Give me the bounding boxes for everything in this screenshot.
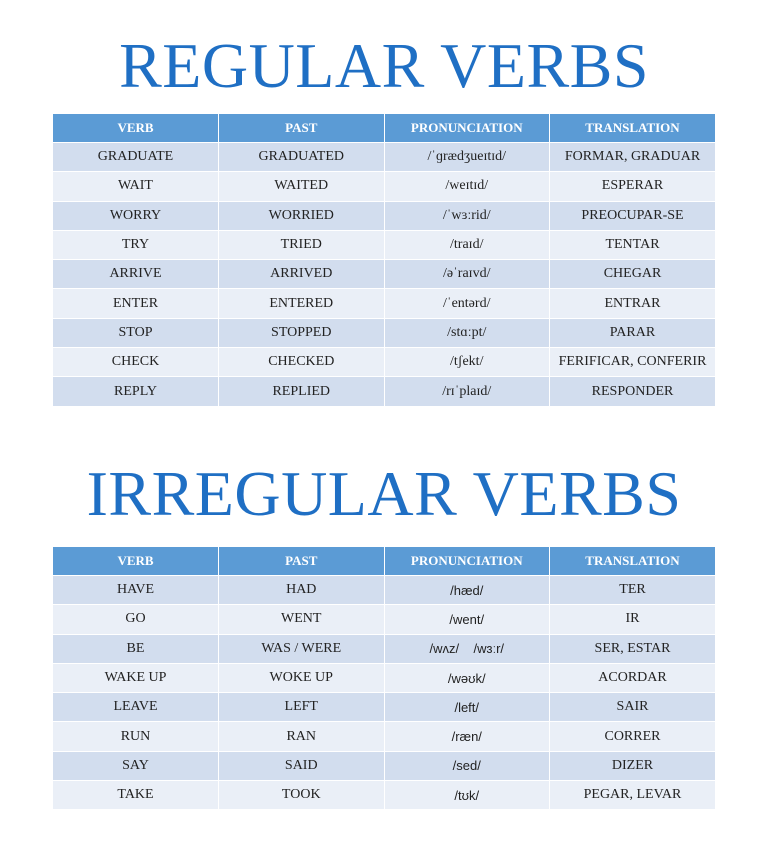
pronunciation-cell: /traɪd/ (384, 230, 550, 259)
verb-cell: ENTER (53, 289, 219, 318)
table-row (53, 377, 715, 406)
table-row (53, 289, 715, 318)
pronunciation-cell: /left/ (384, 693, 550, 722)
translation-cell: ENTRAR (550, 289, 716, 318)
past-cell: WENT (219, 605, 385, 634)
translation-cell: SAIR (550, 693, 716, 722)
pronunciation-cell: /rɪˈplaɪd/ (384, 377, 550, 406)
verb-cell: TAKE (53, 781, 219, 810)
pronunciation-cell: /ræn/ (384, 722, 550, 751)
table-row (53, 722, 715, 751)
translation-cell: PARAR (550, 318, 716, 347)
translation-cell: ESPERAR (550, 172, 716, 201)
table-row (53, 576, 715, 605)
verb-cell: WORRY (53, 201, 219, 230)
pronunciation-cell: /ˈentərd/ (384, 289, 550, 318)
past-cell: GRADUATED (219, 143, 385, 172)
table-row (53, 318, 715, 347)
past-cell: TRIED (219, 230, 385, 259)
past-cell: ARRIVED (219, 260, 385, 289)
pronunciation-cell: /hæd/ (384, 576, 550, 605)
pronunciation-cell: /ˈɡrædʒueɪtɪd/ (384, 143, 550, 172)
past-cell: SAID (219, 751, 385, 780)
past-cell: WORRIED (219, 201, 385, 230)
translation-cell: PREOCUPAR-SE (550, 201, 716, 230)
past-cell: CHECKED (219, 348, 385, 377)
past-cell: ENTERED (219, 289, 385, 318)
table-row (53, 143, 715, 172)
pronunciation-cell: /weɪtɪd/ (384, 172, 550, 201)
pronunciation-cell: /went/ (384, 605, 550, 634)
translation-cell: SER, ESTAR (550, 634, 716, 663)
pronunciation-cell: /stɑːpt/ (384, 318, 550, 347)
verb-cell: CHECK (53, 348, 219, 377)
verb-cell: WAIT (53, 172, 219, 201)
past-cell: REPLIED (219, 377, 385, 406)
header-pronunciation: PRONUNCIATION (384, 114, 550, 143)
past-cell: TOOK (219, 781, 385, 810)
table-header-row (53, 114, 715, 143)
translation-cell: RESPONDER (550, 377, 716, 406)
past-cell: WOKE UP (219, 663, 385, 692)
verb-cell: HAVE (53, 576, 219, 605)
verb-cell: WAKE UP (53, 663, 219, 692)
translation-cell: ACORDAR (550, 663, 716, 692)
pronunciation-cell: /ˈwɜːrid/ (384, 201, 550, 230)
pronunciation-cell: /tʊk/ (384, 781, 550, 810)
header-past: PAST (219, 114, 385, 143)
pronunciation-cell: /wəʊk/ (384, 663, 550, 692)
past-cell: RAN (219, 722, 385, 751)
translation-cell: CORRER (550, 722, 716, 751)
table-row (53, 348, 715, 377)
past-cell: STOPPED (219, 318, 385, 347)
past-cell: WAS / WERE (219, 634, 385, 663)
past-cell: LEFT (219, 693, 385, 722)
irregular-verbs-title: IRREGULAR VERBS (86, 458, 682, 529)
header-pronunciation: PRONUNCIATION (384, 547, 550, 576)
verb-cell: ARRIVE (53, 260, 219, 289)
translation-cell: TENTAR (550, 230, 716, 259)
header-translation: TRANSLATION (550, 114, 716, 143)
verb-cell: GO (53, 605, 219, 634)
table-row (53, 230, 715, 259)
table-row (53, 605, 715, 634)
pronunciation-cell: /tʃekt/ (384, 348, 550, 377)
regular-verbs-title: REGULAR VERBS (119, 30, 649, 101)
translation-cell: FERIFICAR, CONFERIR (550, 348, 716, 377)
table-row (53, 634, 715, 663)
header-translation: TRANSLATION (550, 547, 716, 576)
translation-cell: TER (550, 576, 716, 605)
translation-cell: IR (550, 605, 716, 634)
translation-cell: DIZER (550, 751, 716, 780)
verb-cell: TRY (53, 230, 219, 259)
pronunciation-cell: /sed/ (384, 751, 550, 780)
table-row (53, 172, 715, 201)
table-row (53, 201, 715, 230)
table-row (53, 751, 715, 780)
header-verb: VERB (53, 547, 219, 576)
translation-cell: FORMAR, GRADUAR (550, 143, 716, 172)
past-cell: WAITED (219, 172, 385, 201)
verb-cell: BE (53, 634, 219, 663)
translation-cell: PEGAR, LEVAR (550, 781, 716, 810)
verb-cell: REPLY (53, 377, 219, 406)
regular-verbs-table (53, 114, 715, 406)
irregular-verbs-table (53, 547, 715, 809)
header-verb: VERB (53, 114, 219, 143)
pronunciation-cell: /əˈraɪvd/ (384, 260, 550, 289)
table-header-row (53, 547, 715, 576)
past-cell: HAD (219, 576, 385, 605)
verb-cell: STOP (53, 318, 219, 347)
pronunciation-cell: /wʌz/ /wɜːr/ (384, 634, 550, 663)
verb-cell: SAY (53, 751, 219, 780)
table-row (53, 260, 715, 289)
header-past: PAST (219, 547, 385, 576)
verb-cell: RUN (53, 722, 219, 751)
verb-cell: LEAVE (53, 693, 219, 722)
table-row (53, 781, 715, 810)
table-row (53, 693, 715, 722)
table-row (53, 663, 715, 692)
verb-cell: GRADUATE (53, 143, 219, 172)
translation-cell: CHEGAR (550, 260, 716, 289)
